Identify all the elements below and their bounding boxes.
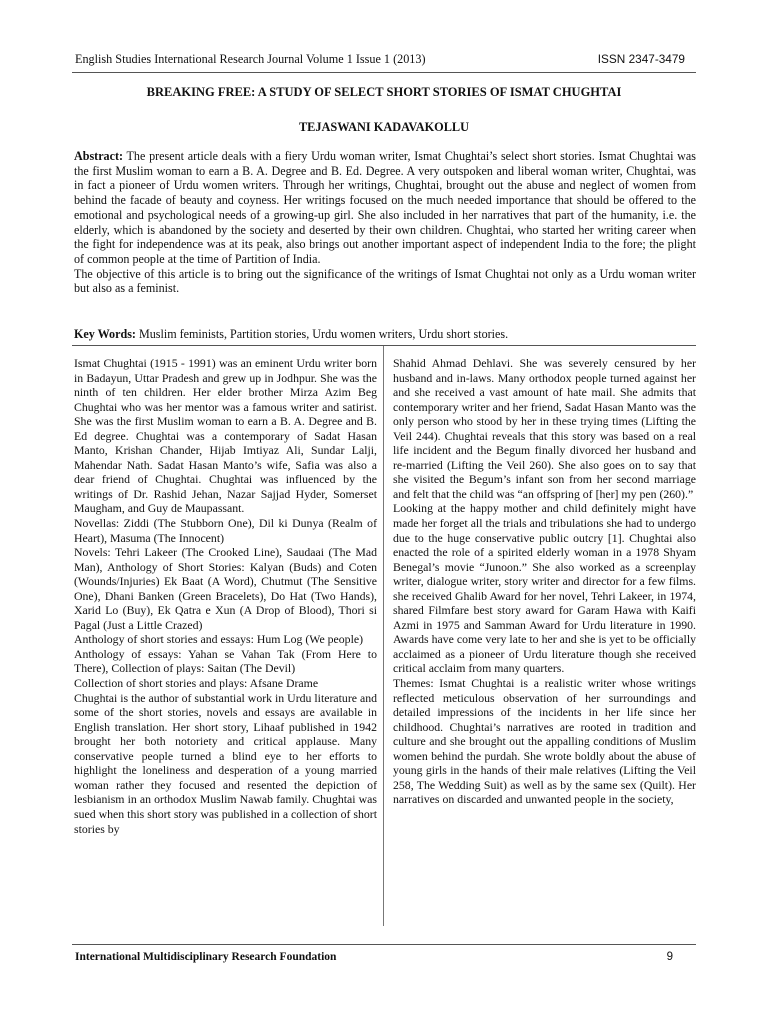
article-title: BREAKING FREE: A STUDY OF SELECT SHORT STORIES OF ISMAT CHUGHTAI	[146, 85, 622, 99]
paragraph: Themes: Ismat Chughtai is a realistic writer whose writings reflected meticulous observation of her surroundings and detailed impressions of the incidents in her life since her childhood. Chughtai’s narratives are rooted in tradition and culture and she brought out the appalling conditions of Muslim women behind the purdah. She wrote boldly about the abuse of young girls in the hands of their male relatives (Lifting the Veil 258, The Wedding Suit) as well as by the same sex (Quilt). Her narratives on discarded and unwanted people in the society,	[393, 676, 696, 807]
body-top-rule	[72, 345, 696, 346]
paragraph: Novellas: Ziddi (The Stubborn One), Dil ki Dunya (Realm of Heart), Masuma (The Innocent)	[74, 516, 377, 545]
paragraph: Shahid Ahmad Dehlavi. She was severely censured by her husband and in-laws. Many orthodox people turned against her and she received a vast amount of hate mail. She admits that contemporary writer and her friend, Sadat Hasan Manto was the only person who stood by her in these trying times (Lifting the Veil 244). Chughtai reveals that this story was based on a real life incident and the Begum finally divorced her husband and re-married (Lifting the Veil 260). She also goes on to say that she visited the Begum’s infant son from her second marriage and felt that the child was “an offspring of [her] my pen (260).”	[393, 356, 696, 501]
left-column	[74, 356, 377, 836]
abstract-objective: The objective of this article is to bring out the significance of the writings of Ismat Chughtai not only as a Urdu woman writer but also as a feminist.	[74, 266, 696, 296]
column-divider	[383, 346, 384, 926]
publisher-name: International Multidisciplinary Research Foundation	[75, 951, 337, 963]
abstract	[74, 149, 696, 296]
keywords-label: Key Words:	[74, 327, 136, 341]
abstract-label: Abstract:	[74, 149, 124, 163]
paragraph: Anthology of short stories and essays: Hum Log (We people)	[74, 632, 364, 647]
paragraph: Looking at the happy mother and child definitely might have made her forget all the trials and tribulations she had to undergo due to the huge conservative public outcry [1]. Chughtai also enacted the role of a spirited elderly woman in a 1978 Shyam Benegal’s movie “Junoon.” She also worked as a screenplay writer, dialogue writer, story writer and director for a few films. she received Ghalib Award for her novel, Tehri Lakeer, in 1974, shared Filmfare best story award for Garam Hawa with Kaifi Azmi in 1975 and Samman Award for Urdu literature in 1990. Awards have come very late to her and she is yet to be officially acclaimed as a pioneer of Urdu literature though she received critical acclaim from many quarters.	[393, 501, 696, 676]
paragraph: Anthology of essays: Yahan se Vahan Tak (From Here to There), Collection of plays: Saitan (The Devil)	[74, 646, 377, 676]
footer-rule	[72, 944, 696, 945]
issn: ISSN 2347-3479	[597, 52, 685, 66]
abstract-text: The present article deals with a fiery Urdu woman writer, Ismat Chughtai’s select short stories. Ismat Chughtai was the first Muslim woman to earn a B. A. Degree and B. Ed. Degree. A very outspoken and liberal woman writer, Chughtai, was in fact a pioneer of Urdu women writers. Through her writings, Chughtai, brought out the abuse and neglect of women from behind the facade of beauty and coyness. Her writings focused on the much needed importance that should be offered to the emotional and psychological needs of a growing-up girl. She also included in her narratives that part of the humanity, i.e. the elderly, which is abandoned by the society and deserted by their own children. Chughtai, who started her writing career when the fight for independence was at its peak, also brings out another important aspect of independent India to the fore; the plight of common people at the time of Partition of India.	[74, 149, 696, 266]
page-number: 9	[666, 951, 673, 963]
keywords-text: Muslim feminists, Partition stories, Urdu women writers, Urdu short stories.	[135, 327, 509, 341]
author-name: TEJASWANI KADAVAKOLLU	[298, 120, 470, 134]
paragraph: Collection of short stories and plays: Afsane Drame	[74, 676, 319, 691]
paragraph: Ismat Chughtai (1915 - 1991) was an eminent Urdu writer born in Badayun, Uttar Pradesh and grew up in Jodhpur. She was the ninth of ten children. Her elder brother Mirza Azim Beg Chughtai who was her mentor was a famous writer and satirist. She was the first Muslim woman to earn a B. A. Degree and B. Ed degree. Chughtai was a contemporary of Sadat Hasan Manto, Krishan Chander, Hijab Imtiyaz Ali, Sundar Lalji, Mahendar Nath. Sadat Hasan Manto’s wife, Safia was also a dear friend of Chughtai. Chughtai was influenced by the writings of Dr. Rashid Jehan, Nazar Sajjad Hyder, Somerset Maugham, and Guy de Maupassant.	[74, 356, 377, 516]
paragraph: Novels: Tehri Lakeer (The Crooked Line), Saudaai (The Mad Man), Anthology of Short Stories: Kalyan (Buds) and Coten (Wounds/Injuries) Ek Baat (A Word), Chutmut (The Sensitive One), Dhani Banken (Green Bracelets), Do Hat (Two Hands), Xarid Lo (Buy), Ek Qatra e Xun (A Drop of Blood), Thori si Pagal (Just a Little Crazed)	[74, 545, 377, 632]
running-header	[75, 52, 685, 70]
right-column	[393, 356, 696, 807]
paragraph: Chughtai is the author of substantial work in Urdu literature and some of the short stories, novels and essays are available in English translation. Her short story, Lihaaf published in 1942 brought her both notoriety and critical applause. Many conservative people turned a blind eye to her efforts to highlight the loneliness and desperation of a young married woman rather they focused and resented the depiction of lesbianism in an orthodox Muslim Nawab family. Chughtai was sued when this short story was published in a collection of short stories by	[74, 690, 377, 836]
abstract-paragraph	[74, 149, 696, 267]
header-rule	[72, 72, 696, 73]
keywords	[74, 327, 696, 342]
journal-name: English Studies International Research Journal Volume 1 Issue 1 (2013)	[75, 52, 426, 66]
